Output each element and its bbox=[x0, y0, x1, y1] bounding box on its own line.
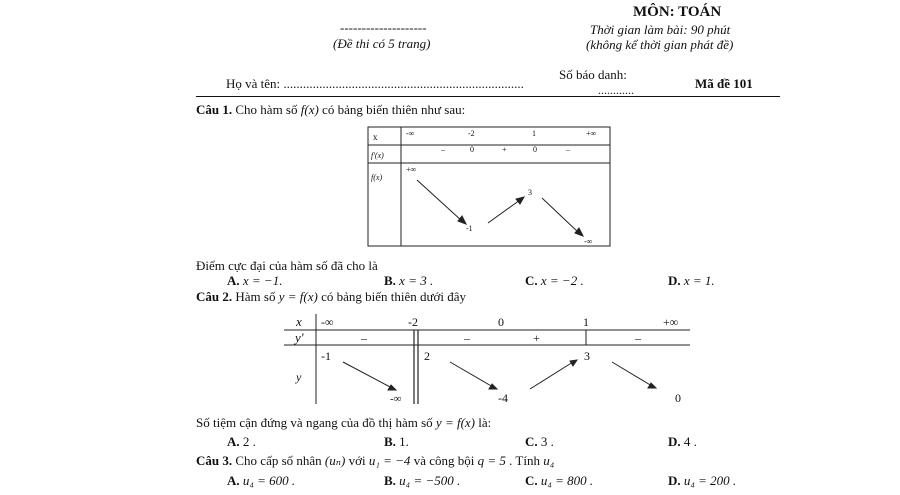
q2-y-label: y bbox=[296, 370, 302, 384]
q2-sign-2: – bbox=[464, 331, 470, 345]
q3-sequence: (uₙ) bbox=[324, 453, 346, 468]
q3-prefix: Câu 3. bbox=[196, 453, 233, 468]
q3-answer-d-text: u₄ = 200 . bbox=[683, 473, 737, 488]
exam-time-note: (không kể thời gian phát đề) bbox=[586, 37, 734, 52]
q2-answer-b-letter: B. bbox=[384, 434, 396, 449]
q1-text-a: Cho hàm số bbox=[235, 102, 298, 117]
q2-text-a: Hàm số bbox=[235, 289, 276, 304]
q3-answer-c-text: u₄ = 800 . bbox=[540, 473, 594, 488]
q2-question-function: y = f(x) bbox=[435, 415, 476, 430]
q2-answer-a-letter: A. bbox=[227, 434, 240, 449]
q3-u1: u₁ = −4 bbox=[368, 453, 411, 468]
q1-f-max: 3 bbox=[528, 188, 532, 197]
q2-arrow-down-2 bbox=[450, 362, 493, 387]
q2-y-0: 0 bbox=[675, 391, 681, 405]
q2-arrow-down-3 bbox=[612, 362, 652, 386]
q1-answer-d-text: x = 1. bbox=[683, 273, 715, 288]
q1-fprime-label: f'(x) bbox=[371, 151, 384, 160]
q2-x-label: x bbox=[296, 314, 302, 329]
q3-answer-b-letter: B. bbox=[384, 473, 396, 488]
q1-sign-2: + bbox=[502, 145, 507, 154]
page-count: (Đề thi có 5 trang) bbox=[333, 36, 431, 51]
q2-answer-d[interactable] bbox=[668, 434, 697, 450]
student-id-label: Số báo danh: bbox=[559, 67, 627, 82]
q1-zero-1: 0 bbox=[470, 145, 474, 154]
q2-x-0: 0 bbox=[498, 315, 504, 329]
q2-y-neg-inf: -∞ bbox=[390, 393, 402, 405]
student-id-dots: ............ bbox=[598, 83, 634, 97]
exam-time: Thời gian làm bài: 90 phút bbox=[590, 22, 731, 37]
q1-answer-c-text: x = −2 . bbox=[540, 273, 584, 288]
q1-question: Điểm cực đại của hàm số đã cho là bbox=[196, 258, 378, 273]
q1-zero-2: 0 bbox=[533, 145, 537, 154]
q1-f-neg-inf: -∞ bbox=[584, 237, 593, 246]
q3-answer-c[interactable] bbox=[525, 473, 593, 489]
q2-question-b: là: bbox=[478, 415, 492, 430]
q3-answer-b[interactable] bbox=[384, 473, 460, 489]
q2-x-1: 1 bbox=[583, 315, 589, 329]
q1-answer-a-letter: A. bbox=[227, 273, 240, 288]
q1-x-pos-inf: +∞ bbox=[586, 129, 597, 138]
q2-answer-c-letter: C. bbox=[525, 434, 538, 449]
q1-answer-c-letter: C. bbox=[525, 273, 538, 288]
q2-y-3: 3 bbox=[584, 349, 590, 363]
exam-code: Mã đề 101 bbox=[695, 76, 753, 91]
name-field-label: Họ và tên: .......................................................................... bbox=[226, 76, 524, 91]
q2-arrow-down-1 bbox=[343, 362, 392, 388]
q2-y-neg4: -4 bbox=[498, 391, 508, 405]
q1-sign-1: – bbox=[441, 145, 445, 154]
q1-f-min: -1 bbox=[466, 224, 473, 233]
q2-answer-b-text: 1. bbox=[399, 434, 409, 449]
q1-answer-b-text: x = 3 . bbox=[399, 273, 434, 288]
q1-answer-d-letter: D. bbox=[668, 273, 681, 288]
q2-x-pos-inf: +∞ bbox=[663, 315, 679, 329]
q3-statement bbox=[196, 453, 554, 469]
q3-answer-b-text: u₄ = −500 . bbox=[399, 473, 461, 488]
q3-text-d: . Tính bbox=[509, 453, 540, 468]
q3-text-b: với bbox=[348, 453, 366, 468]
q2-answer-c[interactable] bbox=[525, 434, 554, 450]
q2-question-a: Số tiệm cận đứng và ngang của đồ thị hàm số bbox=[196, 415, 433, 430]
header-dashes: -------------------- bbox=[340, 20, 427, 35]
q2-sign-1: – bbox=[361, 331, 367, 345]
q3-answer-c-letter: C. bbox=[525, 473, 538, 488]
q1-sign-3: – bbox=[566, 145, 570, 154]
q3-answer-d-letter: D. bbox=[668, 473, 681, 488]
q2-y-2: 2 bbox=[424, 349, 430, 363]
q2-y-neg1: -1 bbox=[321, 349, 331, 363]
q3-answer-a-letter: A. bbox=[227, 473, 240, 488]
q1-answer-a-text: x = −1. bbox=[242, 273, 283, 288]
q1-f-pos-inf: +∞ bbox=[406, 165, 417, 174]
q2-arrow-up bbox=[530, 362, 573, 389]
q2-answer-a[interactable] bbox=[227, 434, 256, 450]
q2-sign-3: + bbox=[533, 331, 540, 345]
q3-answer-a-text: u₄ = 600 . bbox=[242, 473, 296, 488]
q2-sign-4: – bbox=[635, 331, 641, 345]
q1-x-label: x bbox=[373, 132, 378, 142]
q2-text-b: có bảng biến thiên dưới đây bbox=[321, 289, 467, 304]
q2-x-neg-inf: -∞ bbox=[321, 315, 334, 329]
q2-answer-d-letter: D. bbox=[668, 434, 681, 449]
q2-answer-a-text: 2 . bbox=[242, 434, 256, 449]
q2-x-neg2: -2 bbox=[408, 315, 418, 329]
q2-answer-b[interactable] bbox=[384, 434, 409, 450]
subject-title: MÔN: TOÁN bbox=[633, 4, 722, 20]
q2-answer-d-text: 4 . bbox=[683, 434, 697, 449]
q2-prefix: Câu 2. bbox=[196, 289, 233, 304]
q1-text-b: có bảng biến thiên như sau: bbox=[322, 102, 466, 117]
q3-answer-a[interactable] bbox=[227, 473, 295, 489]
q2-function: y = f(x) bbox=[278, 289, 318, 304]
q1-x-neg2: -2 bbox=[468, 129, 475, 138]
q3-text-c: và công bội bbox=[413, 453, 475, 468]
q2-yprime-label: y' bbox=[295, 330, 304, 345]
q1-x-neg-inf: -∞ bbox=[406, 129, 415, 138]
q1-f-label: f(x) bbox=[371, 173, 383, 182]
q1-prefix: Câu 1. bbox=[196, 102, 233, 117]
q3-ratio: q = 5 bbox=[477, 453, 506, 468]
q2-question bbox=[196, 415, 491, 431]
q3-u4: u₄ bbox=[543, 453, 555, 468]
q1-x-1: 1 bbox=[532, 129, 536, 138]
q3-answer-d[interactable] bbox=[668, 473, 736, 489]
q1-function: f(x) bbox=[300, 102, 319, 117]
q3-text-a: Cho cấp số nhân bbox=[235, 453, 322, 468]
q1-answer-b-letter: B. bbox=[384, 273, 396, 288]
q2-answer-c-text: 3 . bbox=[540, 434, 554, 449]
